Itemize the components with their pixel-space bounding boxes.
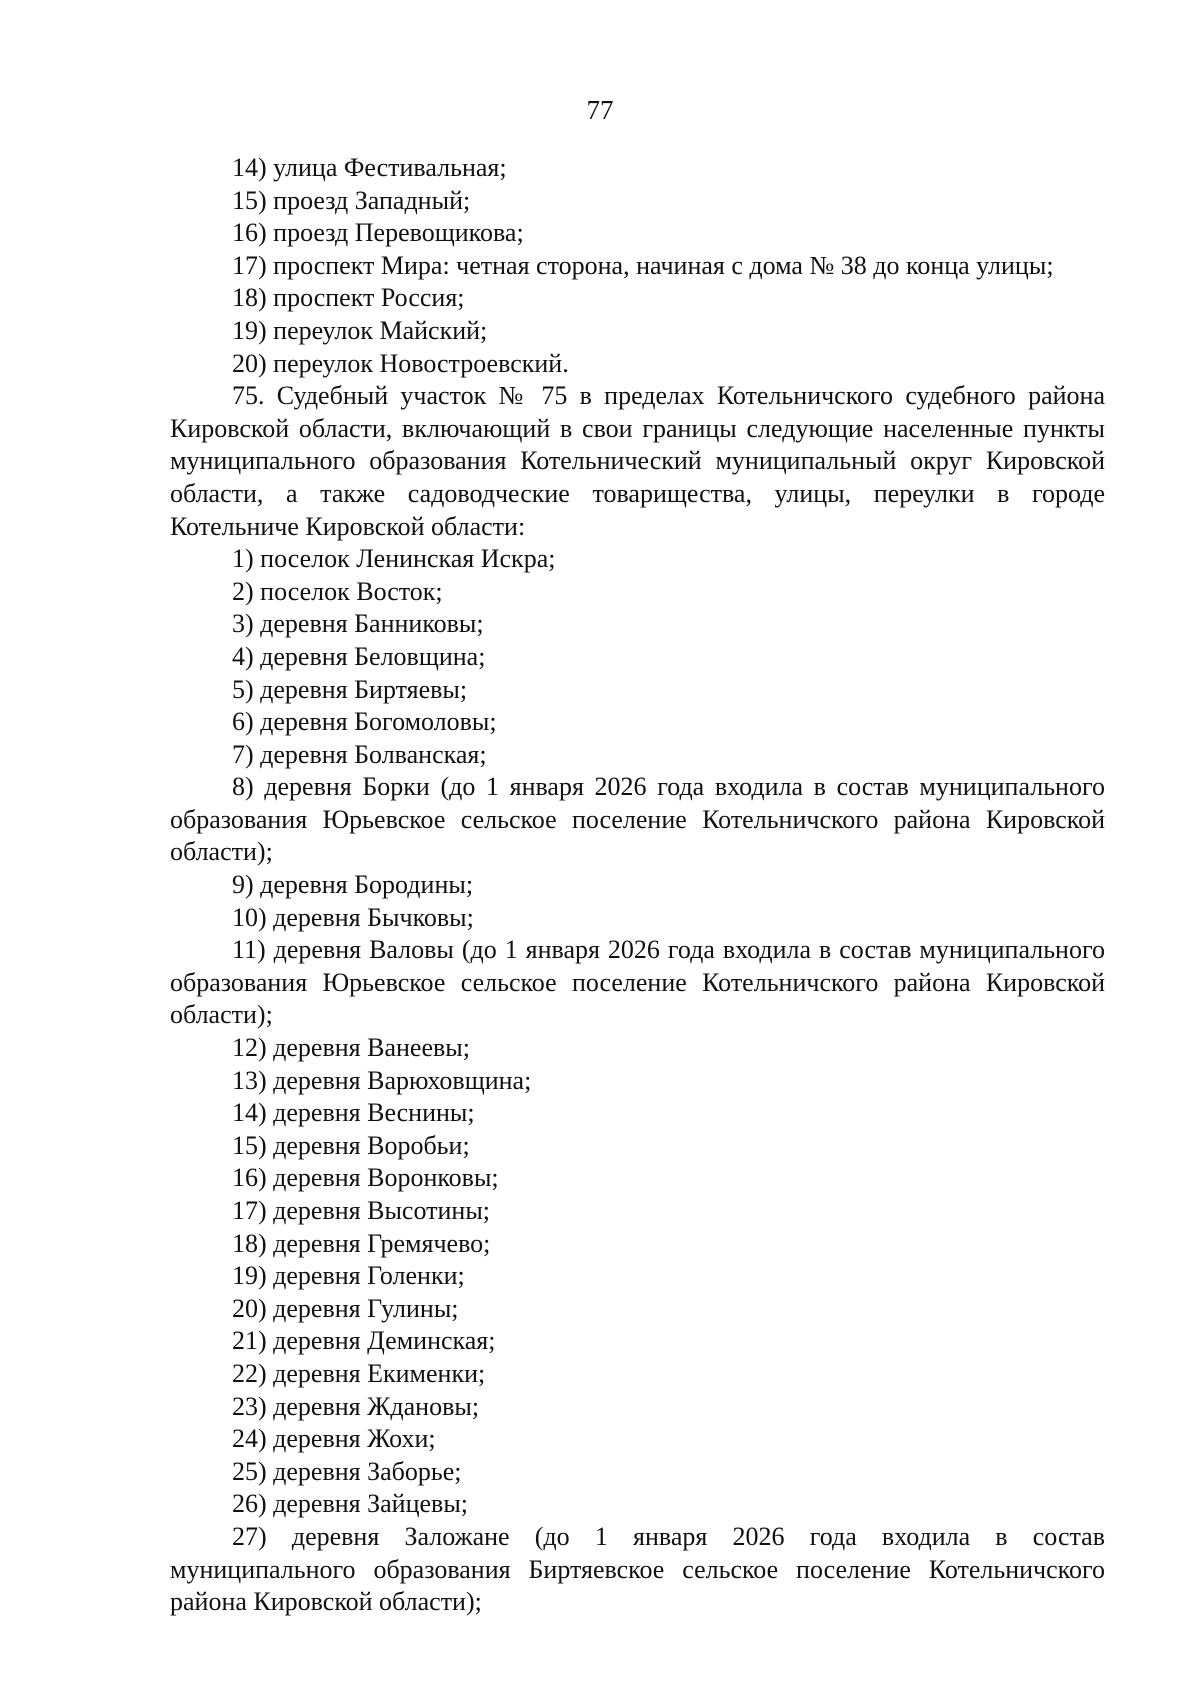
- list-item: 6) деревня Богомоловы;: [232, 707, 497, 737]
- list-item: 15) деревня Воробьи;: [232, 1130, 470, 1160]
- list-item: 4) деревня Беловщина;: [232, 641, 486, 671]
- list-item: 23) деревня Ждановы;: [232, 1391, 480, 1421]
- list-item: 1) поселок Ленинская Искра;: [232, 544, 556, 574]
- list-item: 8) деревня Борки (до 1 января 2026 года входила в состав муниципального образования Юрьевское сельское поселение Котельничского района Кировской области);: [170, 772, 1105, 867]
- list-item: 3) деревня Банниковы;: [232, 609, 484, 639]
- list-item: 18) деревня Гремячево;: [232, 1228, 491, 1258]
- list-item: 17) проспект Мира: четная сторона, начиная с дома № 38 до конца улицы;: [232, 250, 1054, 280]
- list-item: 19) переулок Майский;: [232, 315, 488, 345]
- list-item: 22) деревня Екименки;: [232, 1358, 486, 1388]
- list-item: 20) переулок Новостроевский.: [232, 348, 569, 378]
- list-item: 25) деревня Заборье;: [232, 1456, 462, 1486]
- list-item: 16) деревня Воронковы;: [232, 1163, 499, 1193]
- list-item: 21) деревня Деминская;: [232, 1326, 496, 1356]
- list-item: 11) деревня Валовы (до 1 января 2026 года входила в состав муниципального образования Юрьевское сельское поселение Котельничского района Кировской области);: [170, 935, 1105, 1030]
- document-body: [170, 152, 1105, 1619]
- list-item: 26) деревня Зайцевы;: [232, 1489, 469, 1519]
- list-item: 17) деревня Высотины;: [232, 1196, 491, 1225]
- list-item: 14) деревня Веснины;: [232, 1098, 475, 1128]
- list-item: 5) деревня Биртяевы;: [232, 674, 468, 704]
- list-item: 13) деревня Варюховщина;: [232, 1065, 532, 1095]
- list-item: 10) деревня Бычковы;: [232, 902, 474, 932]
- list-item: 24) деревня Жохи;: [232, 1424, 436, 1454]
- list-item: 15) проезд Западный;: [232, 185, 471, 215]
- list-item: 27) деревня Заложане (до 1 января 2026 года входила в состав муниципального образования Биртяевское сельское поселение Котельничского района Кировской области);: [170, 1521, 1105, 1617]
- list-item: 14) улица Фестивальная;: [232, 153, 507, 182]
- list-item: 16) проезд Перевощикова;: [232, 218, 524, 248]
- list-item: 7) деревня Болванская;: [232, 739, 487, 769]
- page-number: 77: [586, 95, 614, 125]
- list-item: 18) проспект Россия;: [232, 283, 465, 313]
- list-item: 20) деревня Гулины;: [232, 1293, 459, 1323]
- section-paragraph: 75. Судебный участок № 75 в пределах Котельничского судебного района Кировской области, включающий в свои границы следующие населенные пункты муниципального образования Котельнический муниципальный округ Кировской области, а также садоводческие товарищества, улицы, переулки в городе Котельниче Кировской области:: [170, 381, 1105, 541]
- list-item: 9) деревня Бородины;: [232, 870, 474, 900]
- list-item: 2) поселок Восток;: [232, 576, 443, 606]
- list-item: 19) деревня Голенки;: [232, 1261, 465, 1291]
- list-item: 12) деревня Ванеевы;: [232, 1033, 470, 1063]
